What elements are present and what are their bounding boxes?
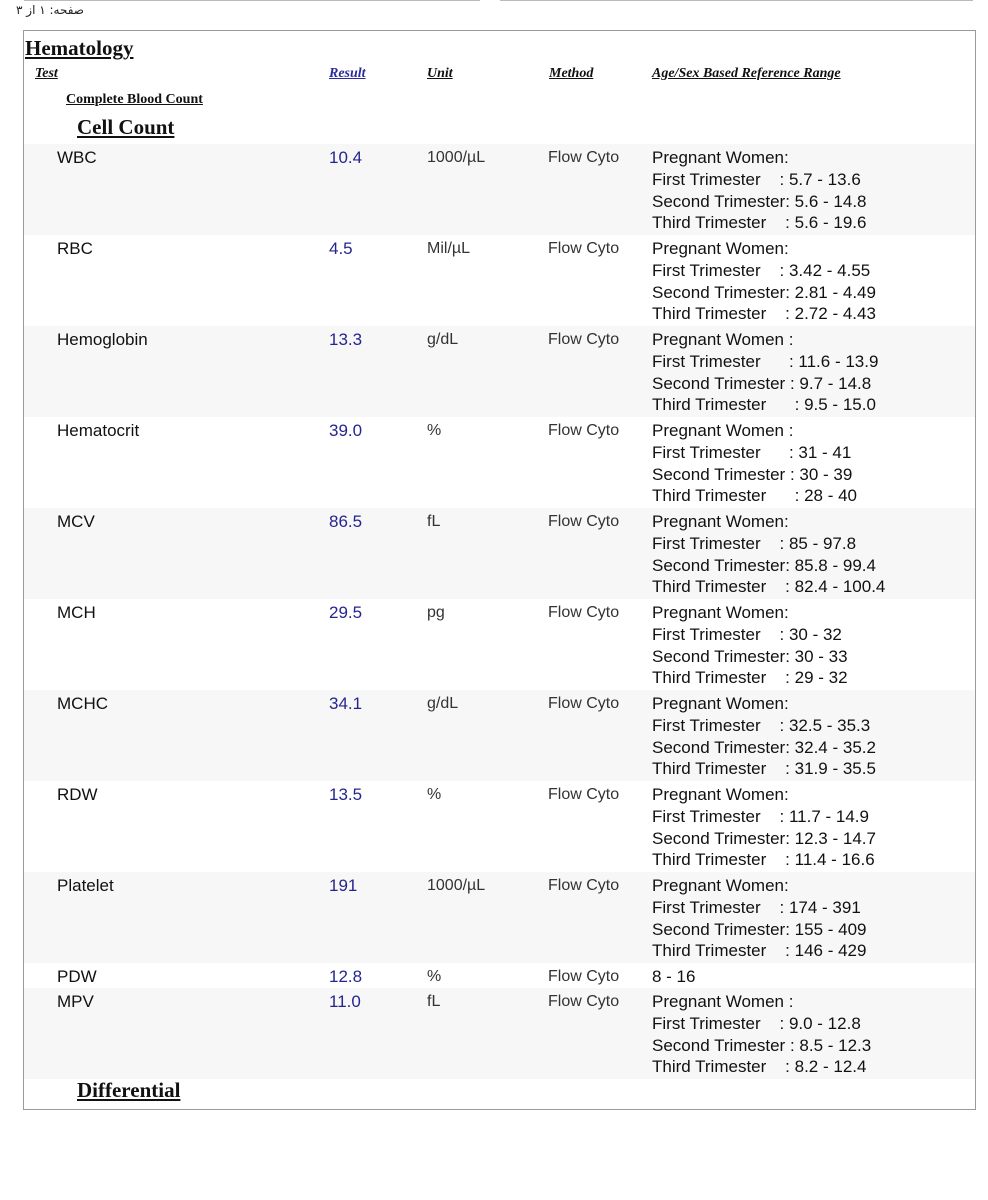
test-method: Flow Cyto [548,513,620,530]
test-method: Flow Cyto [548,993,620,1010]
test-unit: g/dL [427,331,459,348]
reference-range-line: Third Trimester : 2.72 - 4.43 [652,304,876,324]
reference-range [652,875,867,962]
reference-range-line: Third Trimester : 9.5 - 15.0 [652,395,876,415]
test-method: Flow Cyto [548,695,620,712]
reference-range-line: Pregnant Women: [652,785,789,804]
test-method: Flow Cyto [548,240,620,257]
reference-range-line: Second Trimester: 12.3 - 14.7 [652,828,876,848]
column-header-result: Result [329,66,366,81]
table-row [24,599,975,690]
test-name: WBC [57,148,97,167]
test-unit: Mil/µL [427,240,470,257]
reference-range-line: Pregnant Women: [652,512,789,531]
test-name: MCHC [57,694,108,713]
test-unit: 1000/µL [427,149,486,166]
test-unit: % [427,422,442,439]
group-heading-differential: Differential [77,1078,181,1102]
reference-range-line: Third Trimester : 28 - 40 [652,486,858,506]
reference-range-line: First Trimester : 11.7 - 14.9 [652,806,869,826]
table-row [24,508,975,599]
reference-range-line: Second Trimester : 30 - 39 [652,464,853,484]
reference-range-line: Third Trimester : 31.9 - 35.5 [652,759,876,779]
reference-range-line: Third Trimester : 146 - 429 [652,941,867,961]
reference-range [652,147,867,234]
reference-range-line: Third Trimester : 29 - 32 [652,668,848,688]
test-method: Flow Cyto [548,149,620,166]
column-header-unit: Unit [427,66,453,81]
reference-range-line: Pregnant Women : [652,330,794,349]
report-section [23,30,976,1110]
reference-range [652,238,876,325]
reference-range [652,329,878,416]
reference-range-line: First Trimester : 11.6 - 13.9 [652,351,879,371]
page-header [0,0,988,24]
reference-range-line: First Trimester : 174 - 391 [652,897,861,917]
test-name: MCH [57,603,96,622]
test-name: MCV [57,512,95,531]
table-row [24,963,975,988]
test-method: Flow Cyto [548,331,620,348]
reference-range [652,693,876,780]
test-result: 191 [329,876,358,895]
test-unit: fL [427,993,441,1010]
reference-range-line: Second Trimester: 5.6 - 14.8 [652,191,867,211]
test-method: Flow Cyto [548,786,620,803]
table-row [24,144,975,235]
reference-range-line: First Trimester : 31 - 41 [652,442,852,462]
panel-title: Complete Blood Count [66,92,203,107]
test-name: Platelet [57,876,114,895]
reference-range-line: First Trimester : 85 - 97.8 [652,533,857,553]
test-result: 86.5 [329,512,363,531]
table-row [24,872,975,963]
column-header-test: Test [35,66,58,81]
test-result: 12.8 [329,967,363,986]
table-row [24,417,975,508]
test-result: 13.3 [329,330,363,349]
reference-range [652,511,885,598]
test-unit: % [427,786,442,803]
test-name: Hematocrit [57,421,140,440]
reference-range-line: First Trimester : 30 - 32 [652,624,842,644]
reference-range-line: First Trimester : 9.0 - 12.8 [652,1013,861,1033]
column-header-method: Method [549,66,594,81]
test-result: 10.4 [329,148,363,167]
table-row [24,988,975,1079]
table-row [24,235,975,326]
results-table [24,144,975,1079]
reference-range-line: First Trimester : 3.42 - 4.55 [652,260,871,280]
test-method: Flow Cyto [548,604,620,621]
table-row [24,326,975,417]
reference-range-line: Second Trimester: 32.4 - 35.2 [652,737,876,757]
test-method: Flow Cyto [548,422,620,439]
reference-range-line: Second Trimester: 30 - 33 [652,646,848,666]
reference-range-line: Third Trimester : 5.6 - 19.6 [652,213,867,233]
test-result: 39.0 [329,421,363,440]
test-method: Flow Cyto [548,968,620,985]
reference-range-line: Second Trimester : 9.7 - 14.8 [652,373,872,393]
test-result: 34.1 [329,694,363,713]
reference-range-line: Pregnant Women: [652,239,789,258]
reference-range-line: Second Trimester : 8.5 - 12.3 [652,1035,872,1055]
reference-range [652,966,695,988]
reference-range-line: First Trimester : 32.5 - 35.3 [652,715,871,735]
group-heading-cell-count: Cell Count [77,115,175,139]
reference-range-line: Second Trimester: 155 - 409 [652,919,867,939]
section-title: Hematology [25,36,134,60]
reference-range [652,784,876,871]
reference-range-line: Third Trimester : 11.4 - 16.6 [652,850,875,870]
reference-range-line: Pregnant Women: [652,603,789,622]
reference-range [652,602,848,689]
reference-range-line: Pregnant Women: [652,148,789,167]
test-result: 11.0 [329,992,361,1011]
reference-range-line: Second Trimester: 85.8 - 99.4 [652,555,876,575]
test-name: RBC [57,239,93,258]
header-rule-right [500,0,973,1]
test-result: 4.5 [329,239,353,258]
reference-range-line: Pregnant Women : [652,992,794,1011]
test-name: RDW [57,785,98,804]
column-header-reference-range: Age/Sex Based Reference Range [652,66,841,81]
test-unit: % [427,968,442,985]
reference-range-line: Second Trimester: 2.81 - 4.49 [652,282,876,302]
test-unit: fL [427,513,441,530]
table-row [24,781,975,872]
reference-range-line: First Trimester : 5.7 - 13.6 [652,169,861,189]
test-result: 13.5 [329,785,363,804]
test-name: PDW [57,967,97,986]
test-result: 29.5 [329,603,363,622]
reference-range-line: Third Trimester : 8.2 - 12.4 [652,1057,867,1077]
reference-range-line: Third Trimester : 82.4 - 100.4 [652,577,886,597]
table-row [24,690,975,781]
test-name: Hemoglobin [57,330,148,349]
test-name: MPV [57,992,94,1011]
reference-range [652,991,871,1078]
reference-range-line: Pregnant Women: [652,694,789,713]
test-unit: 1000/µL [427,877,486,894]
test-method: Flow Cyto [548,877,620,894]
reference-range-line: Pregnant Women: [652,876,789,895]
page-indicator: صفحه: ۱ از ۳ [16,3,84,17]
reference-range-line: Pregnant Women : [652,421,794,440]
reference-range-line: 8 - 16 [652,967,696,986]
test-unit: pg [427,604,445,621]
reference-range [652,420,857,507]
header-rule-left [24,0,480,1]
test-unit: g/dL [427,695,459,712]
